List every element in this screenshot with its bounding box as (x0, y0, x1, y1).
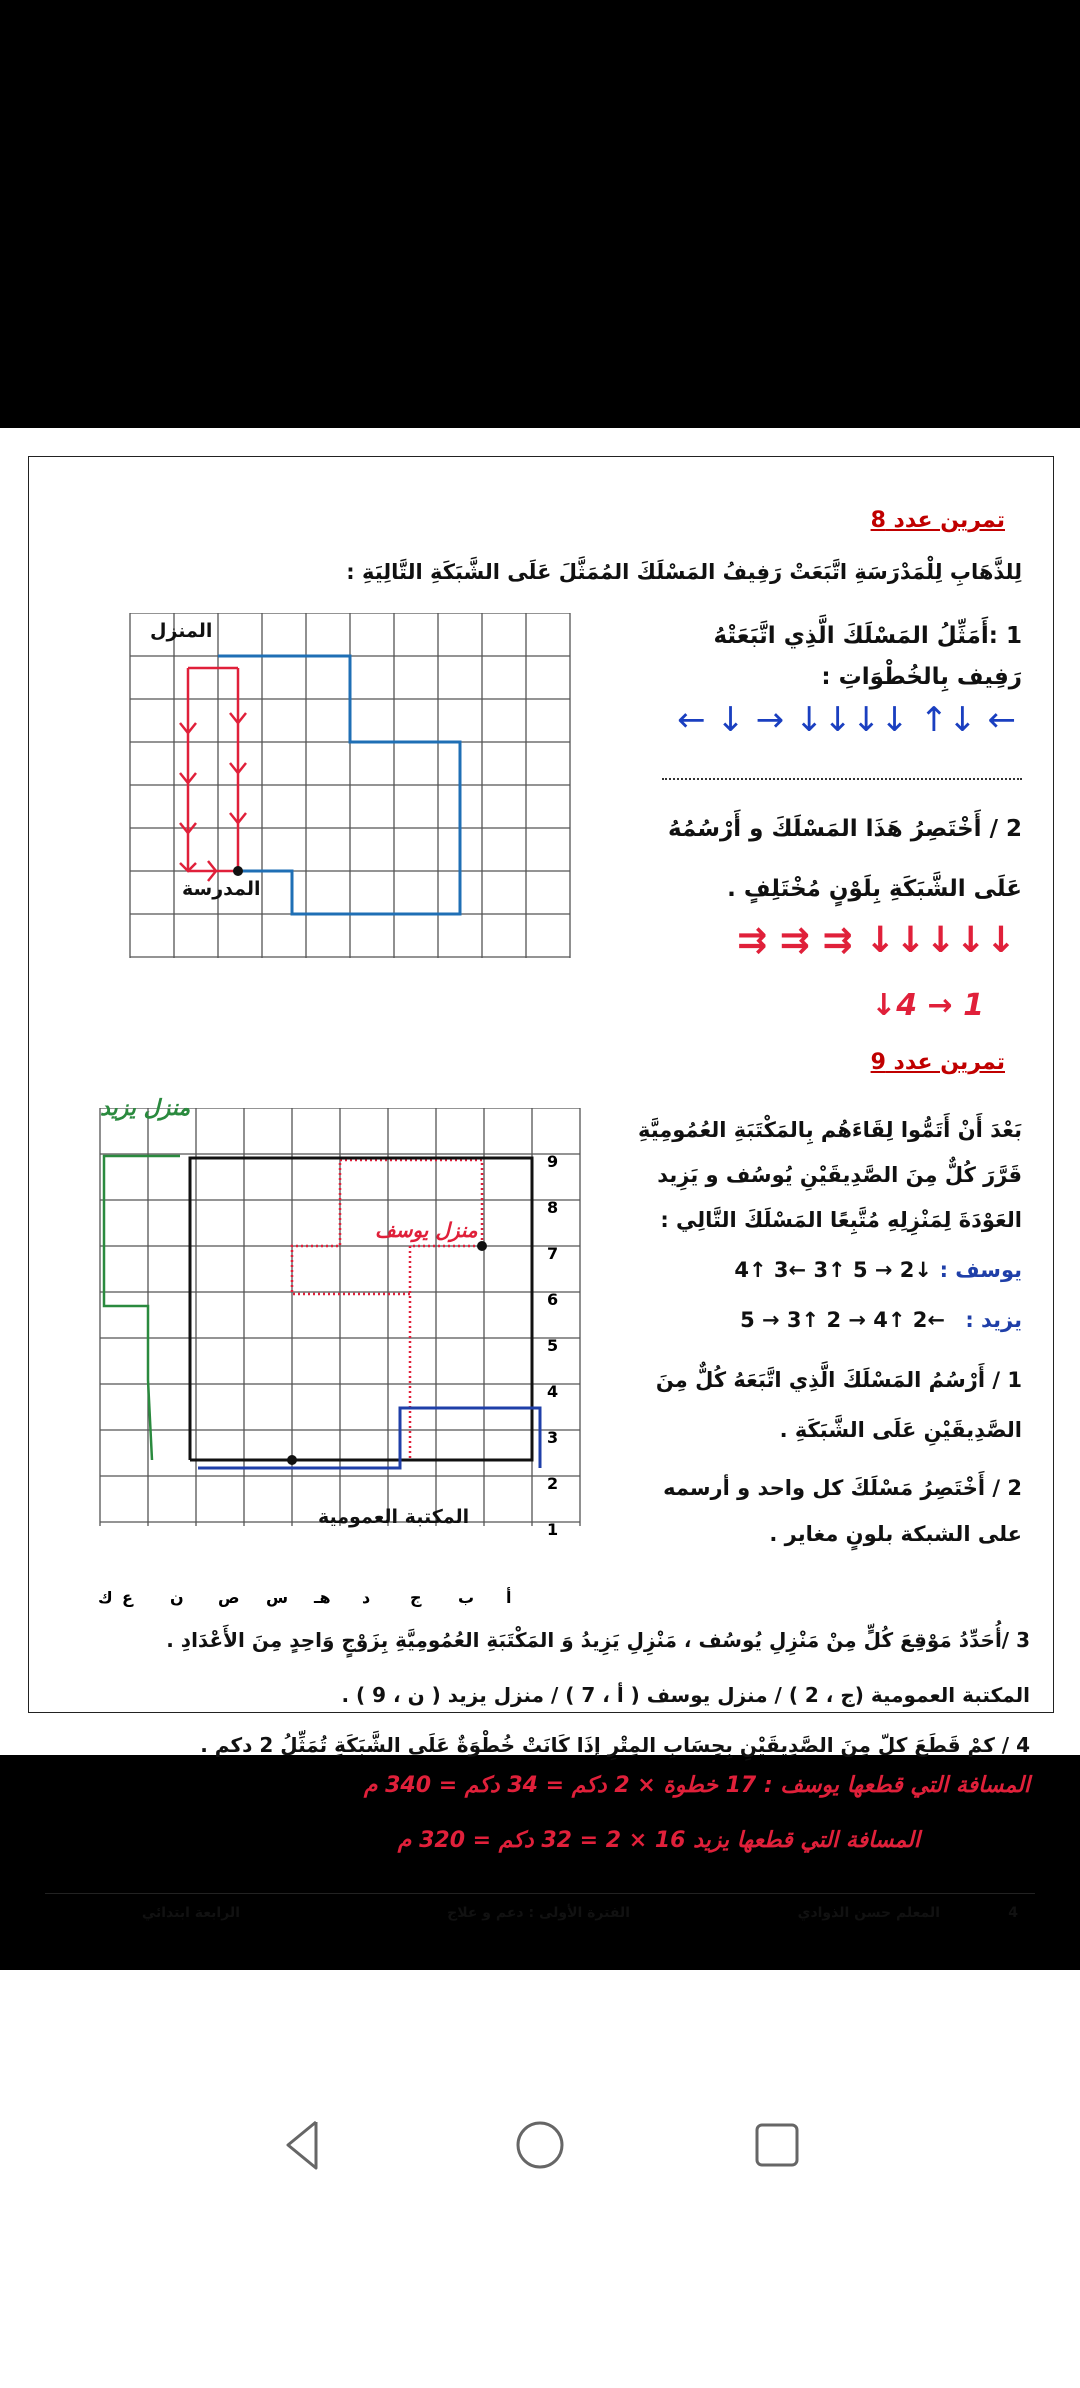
ex9-q4-handwriting-1: المسافة التي قطعها يوسف : 17 خطوة × 2 دكم = 34 دكم = 340 م (363, 1773, 1030, 1798)
ex8-q1-line2: رَفِيف بِالخُطْوَاتِ : (821, 664, 1022, 690)
exercise-9-title: تمرين عدد 9 (870, 1050, 1005, 1075)
col-label-a: أ (506, 1588, 512, 1607)
col-label-k: ك (98, 1588, 113, 1607)
yousef-red-path (292, 1160, 482, 1460)
footer-page-number: 4 (1008, 1905, 1018, 1921)
grid-label-school: المدرسة (182, 878, 261, 900)
ex9-q3-answer: المكتبة العمومية (ج ، 2 ) / منزل يوسف ( أ ، 7 ) / منزل يزيد ( ن ، 9 ) . (341, 1683, 1030, 1707)
row-label-4: 4 (547, 1382, 559, 1401)
ex9-q1-line2: الصَّدِيقَيْنِ عَلَى الشَّبَكَةِ . (779, 1418, 1022, 1442)
yazid-label: يزيد : (965, 1308, 1022, 1332)
col-label-j: ج (410, 1588, 422, 1607)
row-label-6: 6 (547, 1290, 559, 1309)
col-label-ain: ع (122, 1588, 133, 1607)
grid-label-library: المكتبة العمومية (318, 1506, 470, 1528)
ex8-q2-line1: 2 / أَخْتَصِرُ هَذَا المَسْلَكَ و أَرْسُمُهُ (668, 816, 1022, 842)
ex8-q1-line1: 1 :أَمَثِّلُ المَسْلَكَ الَّذِي اتَّبَعَتْهُ (713, 623, 1022, 649)
row-label-7: 7 (547, 1244, 559, 1263)
yazid-path: 5 → 3↑ 2 → 4↑ 2← (740, 1308, 945, 1332)
ex9-q1-line1: 1 / أَرْسُمُ المَسْلَكَ الَّذِي اتَّبَعَهُ كُلٌّ مِنَ (655, 1368, 1022, 1392)
rafif-red-paths (180, 668, 246, 881)
col-label-n: ن (170, 1588, 184, 1607)
exercise-9-grid (70, 1108, 600, 1528)
ex9-q2-line2: على الشبكة بلونٍ مغاير . (769, 1522, 1022, 1546)
col-label-s: س (266, 1588, 289, 1607)
footer-divider (45, 1893, 1035, 1894)
exercise-8-intro: لِلذَّهَابِ لِلْمَدْرَسَةِ اتَّبَعَتْ رَفِيفُ المَسْلَكَ المُمَثَّلَ عَلَى الشَّبَكَةِ التَّالِيَةِ : (346, 560, 1022, 584)
grid-label-home: المنزل (150, 620, 213, 642)
ex8-q2-line2: عَلَى الشَّبَكَةِ بِلَوْنٍ مُخْتَلِفٍ . (727, 876, 1022, 902)
ex9-q2-line1: 2 / أَخْتَصِرُ مَسْلَكَ كل واحد و أرسمه (663, 1476, 1022, 1500)
footer-grade: الرابعة ابتدائي (141, 1905, 240, 1921)
row-label-9: 9 (547, 1152, 559, 1171)
row-label-8: 8 (547, 1198, 559, 1217)
yazid-green-path (104, 1156, 180, 1460)
row-label-1: 1 (547, 1520, 559, 1539)
footer-period: الفترة الأولى : دعم و علاج (447, 1905, 630, 1921)
col-label-h: هـ (314, 1588, 331, 1607)
dotted-line (662, 778, 1022, 780)
navigation-bar (0, 1970, 1080, 2388)
path-black (190, 1158, 532, 1460)
footer-teacher: المعلم حسن الذوادي (797, 1905, 940, 1921)
yousef-path: 4↑ 3← 3↑ 5 → 2↓ (734, 1258, 932, 1282)
col-label-b: ب (458, 1588, 475, 1607)
row-label-2: 2 (547, 1474, 559, 1493)
ex9-q4-handwriting-2: المسافة التي قطعها يزيد 16 × 2 = 32 دكم = 320 م (397, 1828, 920, 1853)
exercise-8-grid (70, 613, 600, 958)
row-label-3: 3 (547, 1428, 559, 1447)
ex8-q2-handwriting-2: ↓4 → 1 (871, 988, 984, 1023)
ex9-q4: 4 / كمْ قَطَعَ كلّ مِنَ الصَّدِيقَيْنِ بِحِسَابِ المِتْرِ إذَا كَانَتْ خُطْوَةٌ عَلَى الشَّبَكَةِ تُمَثِّلُ 2 دكم . (200, 1733, 1030, 1757)
ex8-q2-handwriting-1: ↓↓↓↓↓ ⇉ ⇉ ⇉ (737, 920, 1016, 961)
ex9-intro-line2: قَرَّرَ كُلٌّ مِنَ الصَّدِيقَيْنِ يُوسُف و يَزِيد (657, 1163, 1022, 1187)
home-icon[interactable] (505, 2110, 575, 2180)
worksheet-page (0, 428, 1080, 1921)
yousef-label: يوسف : (939, 1258, 1022, 1282)
row-label-5: 5 (547, 1336, 559, 1355)
back-icon[interactable] (268, 2110, 338, 2180)
ex9-intro-line3: العَوْدَةَ لِمَنْزِلِهِ مُتَّبِعًا المَسْلَكَ التَّالِي : (660, 1208, 1022, 1232)
grid-label-yousef-home: منزل يوسف (375, 1218, 478, 1242)
ex9-q3: 3 /أُحَدِّدُ مَوْقِعَ كُلٍّ مِنْ مَنْزِلِ يُوسُف ، مَنْزِلِ يَزِيدُ وَ المَكْتَبَةِ العُمُومِيَّةِ بِزَوْجٍ وَاحِدٍ مِنَ الأَعْدَادِ . (166, 1628, 1030, 1652)
ex8-q1-handwriting: ← ↓↑ ↓↓↓↓ → ↓ ← (677, 700, 1016, 740)
recents-icon[interactable] (742, 2110, 812, 2180)
ex9-intro-line1: بَعْدَ أَنْ أَتَمُّوا لِقَاءَهُم بِالمَكْتَبَةِ العُمُومِيَّةِ (637, 1118, 1022, 1142)
exercise-8-title: تمرين عدد 8 (870, 508, 1005, 533)
col-label-d: د (362, 1588, 371, 1607)
col-label-sad: ص (218, 1588, 240, 1607)
grid-label-yazid-home: منزل يزيد (100, 1096, 191, 1121)
